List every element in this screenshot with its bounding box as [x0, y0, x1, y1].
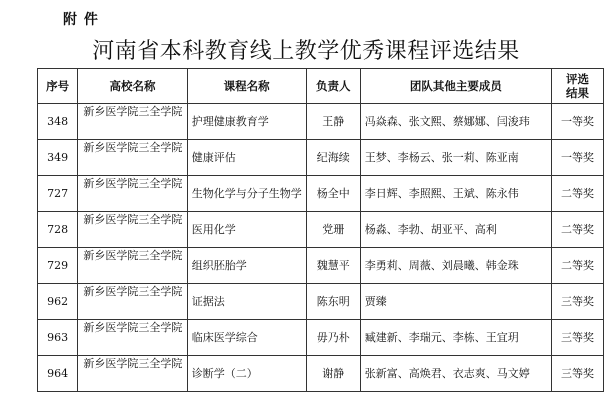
row-course: 诊断学（二）: [187, 356, 306, 392]
row-serial: 729: [38, 248, 78, 284]
results-table: [37, 68, 604, 392]
row-course: 医用化学: [187, 212, 306, 248]
row-serial: 728: [38, 212, 78, 248]
row-result: 二等奖: [551, 248, 603, 284]
row-serial: 727: [38, 176, 78, 212]
row-school: 新乡医学院三全学院: [78, 104, 187, 140]
row-lead: 毋乃朴: [306, 320, 360, 356]
row-members: 臧建新、李瑞元、李栋、王宜玥: [360, 320, 551, 356]
row-school: 新乡医学院三全学院: [78, 356, 187, 392]
row-members: 李日辉、李照熙、王斌、陈永伟: [360, 176, 551, 212]
table-row: [38, 320, 604, 356]
header-result: 评选 结果: [551, 69, 603, 104]
row-serial: 962: [38, 284, 78, 320]
header-serial: 序号: [38, 69, 78, 104]
row-school: 新乡医学院三全学院: [78, 284, 187, 320]
row-members: 冯焱森、张文熙、蔡娜娜、闫浚玮: [360, 104, 551, 140]
row-result: 二等奖: [551, 176, 603, 212]
header-members: 团队其他主要成员: [360, 69, 551, 104]
row-course: 生物化学与分子生物学: [187, 176, 306, 212]
row-members: 张新富、高焕君、衣志爽、马文婷: [360, 356, 551, 392]
row-lead: 王静: [306, 104, 360, 140]
row-members: 李勇莉、周薇、刘晨曦、韩金珠: [360, 248, 551, 284]
table-row: [38, 176, 604, 212]
row-serial: 963: [38, 320, 78, 356]
row-serial: 348: [38, 104, 78, 140]
row-lead: 杨全中: [306, 176, 360, 212]
header-lead: 负责人: [306, 69, 360, 104]
document-title: 河南省本科教育线上教学优秀课程评选结果: [92, 39, 520, 64]
header-school: 高校名称: [78, 69, 187, 104]
row-members: 杨淼、李勃、胡亚平、高利: [360, 212, 551, 248]
row-result: 三等奖: [551, 320, 603, 356]
row-result: 一等奖: [551, 140, 603, 176]
row-lead: 陈东明: [306, 284, 360, 320]
row-course: 组织胚胎学: [187, 248, 306, 284]
row-course: 证据法: [187, 284, 306, 320]
header-course: 课程名称: [187, 69, 306, 104]
row-course: 临床医学综合: [187, 320, 306, 356]
row-result: 三等奖: [551, 284, 603, 320]
row-lead: 谢静: [306, 356, 360, 392]
row-result: 三等奖: [551, 356, 603, 392]
table-row: [38, 104, 604, 140]
row-serial: 964: [38, 356, 78, 392]
table-row: [38, 212, 604, 248]
row-serial: 349: [38, 140, 78, 176]
table-row: [38, 248, 604, 284]
row-school: 新乡医学院三全学院: [78, 140, 187, 176]
row-lead: 魏慧平: [306, 248, 360, 284]
row-school: 新乡医学院三全学院: [78, 176, 187, 212]
row-lead: 党珊: [306, 212, 360, 248]
table-row: [38, 140, 604, 176]
row-course: 护理健康教育学: [187, 104, 306, 140]
row-members: 王梦、李杨云、张一莉、陈亚南: [360, 140, 551, 176]
row-course: 健康评估: [187, 140, 306, 176]
row-members: 贾臻: [360, 284, 551, 320]
row-lead: 纪海续: [306, 140, 360, 176]
row-result: 一等奖: [551, 104, 603, 140]
attachment-label: 附 件: [63, 12, 99, 28]
table-header-row: [38, 69, 604, 104]
table-row: [38, 284, 604, 320]
row-result: 二等奖: [551, 212, 603, 248]
table-row: [38, 356, 604, 392]
row-school: 新乡医学院三全学院: [78, 248, 187, 284]
row-school: 新乡医学院三全学院: [78, 212, 187, 248]
row-school: 新乡医学院三全学院: [78, 320, 187, 356]
